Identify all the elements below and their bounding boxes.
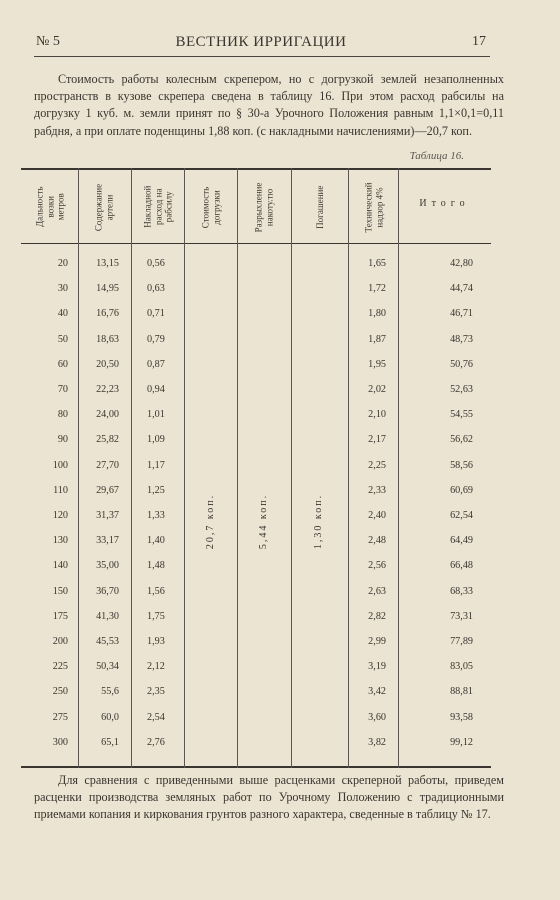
- table-top-rule: [21, 168, 491, 170]
- table-header-rule: [21, 243, 491, 244]
- cell-crew-cost: 14,95: [96, 283, 119, 295]
- cell-crew-cost: 20,50: [96, 358, 119, 370]
- cell-overhead: 1,33: [147, 510, 165, 521]
- table-row: [21, 258, 491, 278]
- cell-total: 54,55: [450, 409, 473, 421]
- merged-loading-cost: 20,7 коп.: [205, 493, 217, 549]
- cell-supervision: 2,17: [368, 434, 386, 446]
- cell-total: 68,33: [450, 585, 473, 597]
- cell-total: 62,54: [450, 510, 473, 521]
- cell-total: 56,62: [450, 434, 473, 446]
- cell-distance: 250: [52, 686, 68, 698]
- table-row: [21, 283, 491, 303]
- cell-total: 48,73: [450, 333, 473, 345]
- cell-crew-cost: 33,17: [96, 535, 119, 547]
- cell-distance: 90: [57, 434, 68, 446]
- cell-supervision: 2,40: [368, 510, 386, 521]
- cell-distance: 60: [57, 358, 68, 370]
- cell-overhead: 0,56: [147, 258, 165, 269]
- merged-loosening: 5,44 коп.: [258, 493, 270, 549]
- cell-overhead: 1,01: [147, 409, 165, 421]
- cell-supervision: 3,19: [368, 661, 386, 673]
- cell-distance: 30: [57, 283, 68, 295]
- cell-crew-cost: 60,0: [101, 711, 119, 723]
- cell-crew-cost: 22,23: [96, 384, 119, 395]
- cell-distance: 300: [52, 736, 68, 748]
- cell-overhead: 0,94: [147, 384, 165, 395]
- cell-overhead: 2,54: [147, 711, 165, 723]
- header-rule: [34, 56, 490, 57]
- cell-distance: 70: [57, 384, 68, 395]
- cell-crew-cost: 35,00: [96, 560, 119, 572]
- cell-supervision: 2,82: [368, 610, 386, 622]
- cell-distance: 110: [53, 484, 68, 496]
- table-row: [21, 661, 491, 681]
- header-amortization: Погашение: [314, 185, 325, 229]
- cell-total: 93,58: [450, 711, 473, 723]
- cell-distance: 175: [52, 610, 68, 622]
- cell-overhead: 0,87: [147, 358, 165, 370]
- cell-total: 64,49: [450, 535, 473, 547]
- cell-total: 83,05: [450, 661, 473, 673]
- header-supervision: Технический надзор 4%: [363, 182, 385, 232]
- cell-crew-cost: 65,1: [101, 736, 119, 748]
- cell-total: 44,74: [450, 283, 473, 295]
- cell-total: 60,69: [450, 484, 473, 496]
- cell-crew-cost: 31,37: [96, 510, 119, 521]
- header-distance: Дальность возки метров: [34, 186, 66, 228]
- cell-crew-cost: 50,34: [96, 661, 119, 673]
- cell-distance: 150: [52, 585, 68, 597]
- cell-supervision: 2,56: [368, 560, 386, 572]
- cell-supervision: 2,02: [368, 384, 386, 395]
- closing-paragraph: Для сравнения с приведенными выше расценками скреперной работы, приведем расценки производства земляных работ по Урочному Положению с традиционными приемами копания и киркования грунтов разного характера, сведенные в таблицу № 17.: [34, 773, 504, 822]
- cell-distance: 20: [57, 258, 68, 269]
- cell-distance: 200: [52, 636, 68, 647]
- cell-crew-cost: 29,67: [96, 484, 119, 496]
- cell-supervision: 2,33: [368, 484, 386, 496]
- cell-supervision: 1,80: [368, 308, 386, 320]
- cell-supervision: 1,65: [368, 258, 386, 269]
- table-row: [21, 334, 491, 354]
- cell-distance: 275: [52, 711, 68, 723]
- cell-overhead: 2,35: [147, 686, 165, 698]
- cell-distance: 40: [57, 308, 68, 320]
- cell-overhead: 1,09: [147, 434, 165, 446]
- cell-overhead: 1,25: [147, 484, 165, 496]
- cell-crew-cost: 27,70: [96, 459, 119, 471]
- cell-supervision: 3,82: [368, 736, 386, 748]
- issue-number: № 5: [36, 34, 60, 49]
- cell-overhead: 1,75: [147, 610, 165, 622]
- cell-total: 99,12: [450, 736, 473, 748]
- cell-total: 52,63: [450, 384, 473, 395]
- table-bottom-rule: [21, 766, 491, 768]
- table-row: [21, 560, 491, 580]
- cell-crew-cost: 24,00: [96, 409, 119, 421]
- cell-distance: 130: [52, 535, 68, 547]
- cell-overhead: 0,79: [147, 333, 165, 345]
- cell-supervision: 3,60: [368, 711, 386, 723]
- cell-distance: 225: [52, 661, 68, 673]
- cell-supervision: 2,63: [368, 585, 386, 597]
- cell-overhead: 1,17: [147, 459, 165, 471]
- table-row: [21, 686, 491, 706]
- table-caption: Таблица 16.: [409, 150, 464, 162]
- header-overhead: Накладной расход на рабсилу: [142, 185, 174, 229]
- table-row: [21, 636, 491, 656]
- table-row: [21, 434, 491, 454]
- cell-supervision: 1,72: [368, 283, 386, 295]
- cell-supervision: 2,10: [368, 409, 386, 421]
- cell-crew-cost: 36,70: [96, 585, 119, 597]
- cost-table: [21, 168, 491, 768]
- cell-distance: 100: [52, 459, 68, 471]
- table-row: [21, 586, 491, 606]
- header-crew-cost: Содержание артели: [93, 183, 114, 231]
- cell-total: 58,56: [450, 459, 473, 471]
- merged-amortization: 1,30 коп.: [313, 493, 325, 549]
- header-loosening: Разрыхление накоту.тю: [253, 182, 274, 232]
- cell-total: 42,80: [450, 258, 473, 269]
- cell-total: 73,31: [450, 610, 473, 622]
- cell-supervision: 3,42: [368, 686, 386, 698]
- cell-distance: 80: [57, 409, 68, 421]
- cell-crew-cost: 55,6: [101, 686, 119, 698]
- cell-distance: 120: [52, 510, 68, 521]
- cell-crew-cost: 25,82: [96, 434, 119, 446]
- intro-paragraph: Стоимость работы колесным скрепером, но с догрузкой землей незаполненных пространств в кузове скрепера сведена в таблицу 16. При этом расход рабсилы на догрузку 1 куб. м. земли принят по § 30-а Урочного Положения равным 1,1×0,1=0,11 рабдня, а при оплате поденщины 1,88 коп. (с накладными начислениями)—20,7 коп.: [34, 72, 504, 138]
- cell-supervision: 2,25: [368, 459, 386, 471]
- header-loading-cost: Стоимость догрузки: [200, 186, 221, 228]
- cell-overhead: 1,93: [147, 636, 165, 647]
- page-number: 17: [472, 34, 486, 49]
- table-row: [21, 737, 491, 757]
- page-header: [36, 34, 486, 54]
- table-row: [21, 712, 491, 732]
- cell-overhead: 2,12: [147, 661, 165, 673]
- cell-crew-cost: 41,30: [96, 610, 119, 622]
- cell-overhead: 0,63: [147, 283, 165, 295]
- cell-total: 46,71: [450, 308, 473, 320]
- cell-total: 88,81: [450, 686, 473, 698]
- cell-overhead: 1,56: [147, 585, 165, 597]
- cell-supervision: 1,87: [368, 333, 386, 345]
- cell-supervision: 2,48: [368, 535, 386, 547]
- journal-title: ВЕСТНИК ИРРИГАЦИИ: [175, 34, 347, 50]
- cell-supervision: 1,95: [368, 358, 386, 370]
- cell-overhead: 0,71: [147, 308, 165, 320]
- cell-distance: 50: [57, 333, 68, 345]
- cell-crew-cost: 45,53: [96, 636, 119, 647]
- cell-crew-cost: 16,76: [96, 308, 119, 320]
- cell-distance: 140: [52, 560, 68, 572]
- cell-total: 50,76: [450, 358, 473, 370]
- cell-total: 77,89: [450, 636, 473, 647]
- table-row: [21, 359, 491, 379]
- table-row: [21, 384, 491, 404]
- table-row: [21, 611, 491, 631]
- header-total: Итого: [419, 198, 470, 209]
- table-row: [21, 460, 491, 480]
- cell-overhead: 1,48: [147, 560, 165, 572]
- table-row: [21, 409, 491, 429]
- cell-crew-cost: 13,15: [96, 258, 119, 269]
- cell-supervision: 2,99: [368, 636, 386, 647]
- cell-overhead: 1,40: [147, 535, 165, 547]
- cell-total: 66,48: [450, 560, 473, 572]
- cell-crew-cost: 18,63: [96, 333, 119, 345]
- cell-overhead: 2,76: [147, 736, 165, 748]
- table-row: [21, 308, 491, 328]
